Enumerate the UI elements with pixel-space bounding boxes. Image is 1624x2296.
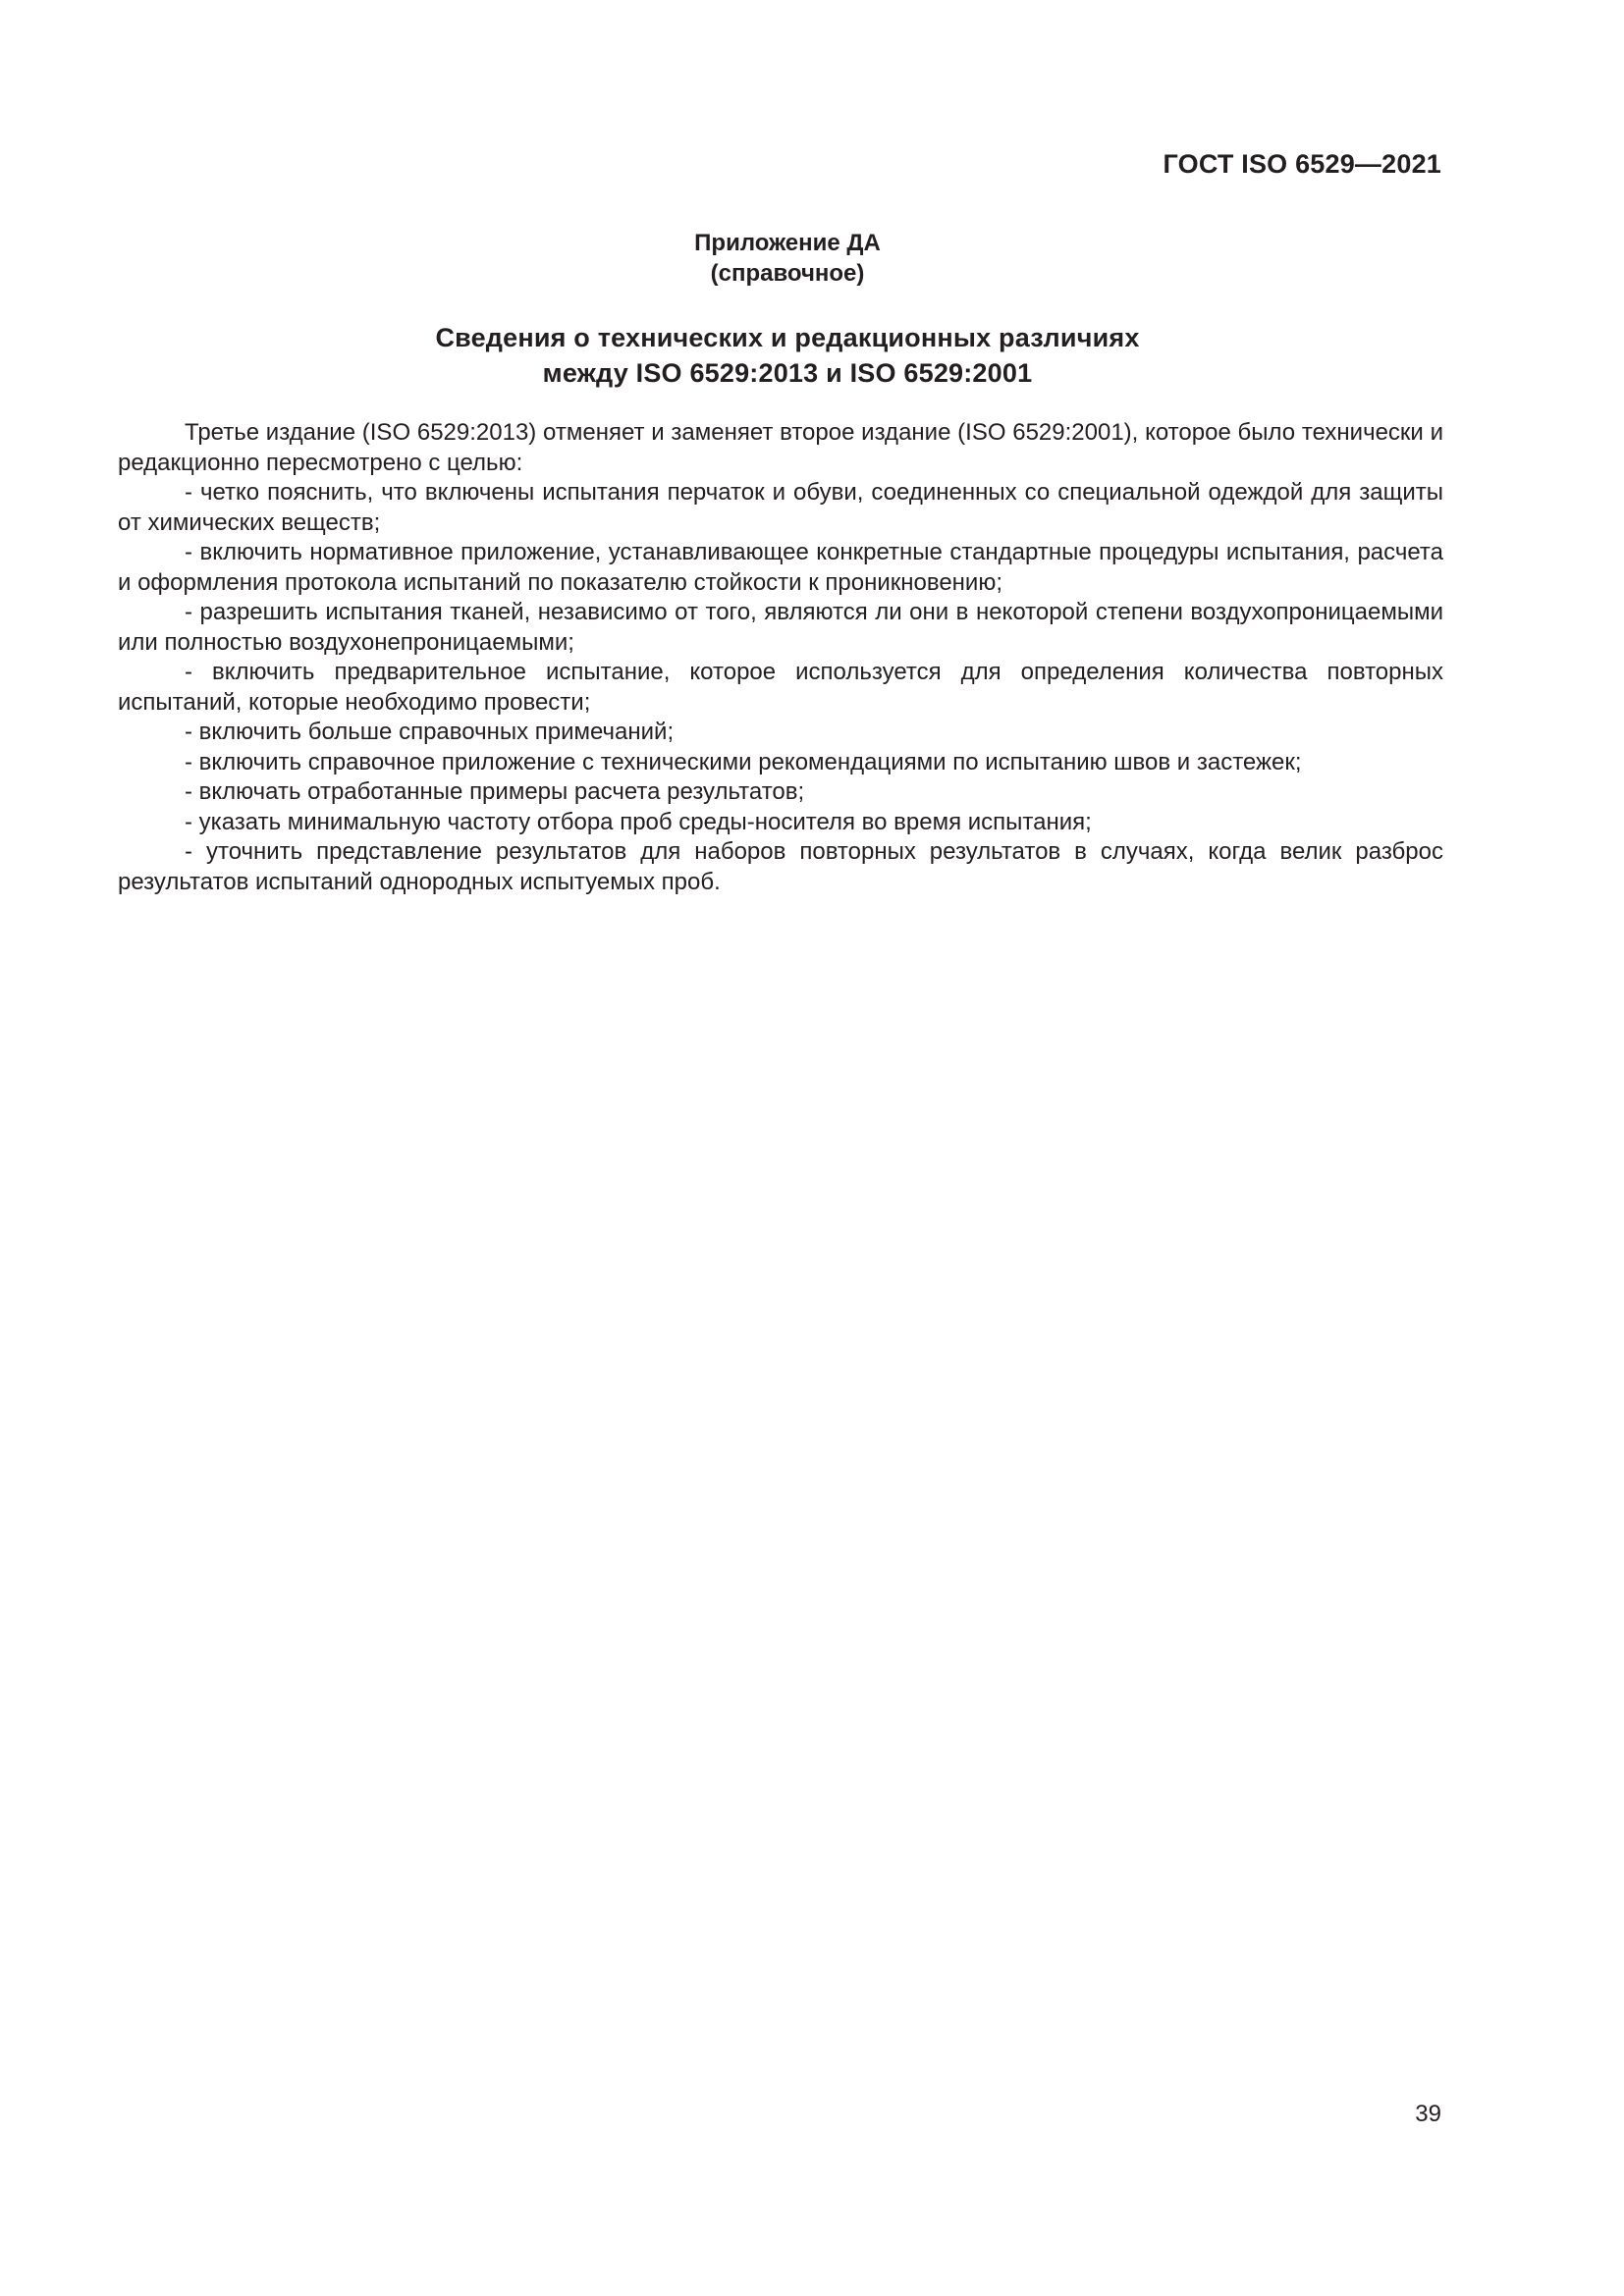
section-title-line-2: между ISO 6529:2013 и ISO 6529:2001: [542, 358, 1033, 388]
document-header-code: ГОСТ ISO 6529—2021: [1163, 149, 1441, 179]
body-text: [118, 418, 1443, 897]
list-item: - четко пояснить, что включены испытания перчаток и обуви, соединенных со специальной одеждой для защиты от химических веществ;: [118, 479, 1443, 536]
list-item: - включать отработанные примеры расчета результатов;: [185, 778, 805, 805]
list-item: - разрешить испытания тканей, независимо от того, являются ли они в некоторой степени воздухопроницаемыми или полностью воздухонепроницаемыми;: [118, 599, 1443, 656]
list-item: - указать минимальную частоту отбора проб среды-носителя во время испытания;: [185, 808, 1092, 835]
annex-heading: [0, 228, 1575, 289]
section-title: [0, 320, 1575, 391]
list-item: - включить нормативное приложение, устанавливающее конкретные стандартные процедуры испытания, расчета и оформления протокола испытаний по показателю стойкости к проникновению;: [118, 539, 1443, 596]
annex-type: (справочное): [710, 260, 865, 287]
intro-paragraph: Третье издание (ISO 6529:2013) отменяет и заменяет второе издание (ISO 6529:2001), которое было технически и редакционно пересмотрено с целью:: [118, 419, 1443, 476]
annex-label: Приложение ДА: [694, 230, 881, 256]
list-item: - включить больше справочных примечаний;: [185, 719, 675, 745]
section-title-line-1: Сведения о технических и редакционных различиях: [435, 323, 1140, 352]
page-number: 39: [1415, 2101, 1441, 2127]
list-item: - уточнить представление результатов для наборов повторных результатов в случаях, когда велик разброс результатов испытаний однородных испытуемых проб.: [118, 838, 1443, 895]
list-item: - включить предварительное испытание, которое используется для определения количества повторных испытаний, которые необходимо провести;: [118, 659, 1443, 716]
list-item: - включить справочное приложение с техническими рекомендациями по испытанию швов и застежек;: [185, 748, 1302, 775]
